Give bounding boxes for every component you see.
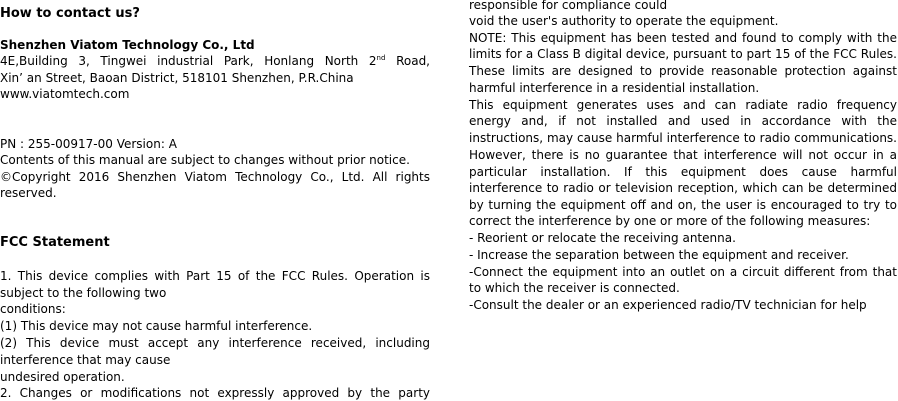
measure-3-line-1: -Connect the equipment into an outlet on a circuit different from that <box>469 265 897 279</box>
condition-2-line-2: interference that may cause <box>0 353 171 367</box>
copyright-line-2: reserved. <box>0 186 57 200</box>
right-line-14: correct the interference by one or more of the following measures: <box>469 214 871 228</box>
condition-2-line-3: undesired operation. <box>0 370 125 384</box>
company-name: Shenzhen Viatom Technology Co., Ltd <box>0 38 255 52</box>
statement-1-line-1: 1. This device complies with Part 15 of the FCC Rules. Operation is <box>0 269 430 283</box>
statement-1-line-2: subject to the following two <box>0 286 167 300</box>
right-line-1: responsible for compliance could <box>469 0 668 12</box>
change-notice: Contents of this manual are subject to changes without prior notice. <box>0 153 410 167</box>
right-line-8: energy and, if not installed and used in accordance with the <box>469 114 897 128</box>
right-line-10: However, there is no guarantee that interference will not occur in a <box>469 148 897 162</box>
statement-2-line-1: 2. Changes or modifications not expressly approved by the party <box>0 386 430 400</box>
right-line-6: harmful interference in a residential installation. <box>469 81 760 95</box>
right-line-11: particular installation. If this equipment does cause harmful <box>469 165 897 179</box>
fcc-heading: FCC Statement <box>0 235 110 250</box>
address-part-b: Road, <box>385 54 430 68</box>
right-line-7: This equipment generates uses and can radiate radio frequency <box>469 98 897 112</box>
right-line-3: NOTE: This equipment has been tested and found to comply with the <box>469 31 897 45</box>
part-number: PN : 255-00917-00 Version: A <box>0 137 177 151</box>
measure-1: - Reorient or relocate the receiving antenna. <box>469 231 736 245</box>
address-line-2: Xin’ an Street, Baoan District, 518101 Shenzhen, P.R.China <box>0 71 354 85</box>
website-link[interactable]: www.viatomtech.com <box>0 87 130 101</box>
measure-4: -Consult the dealer or an experienced radio/TV technician for help <box>469 298 867 312</box>
right-line-9: instructions, may cause harmful interference to radio communications. <box>469 131 897 145</box>
right-line-12: interference to radio or television reception, which can be determined <box>469 181 897 195</box>
contact-heading: How to contact us? <box>0 6 140 21</box>
address-line-1 <box>0 53 430 69</box>
right-line-2: void the user's authority to operate the equipment. <box>469 14 779 28</box>
condition-1: (1) This device may not cause harmful interference. <box>0 319 313 333</box>
right-line-13: by turning the equipment off and on, the user is encouraged to try to <box>469 198 897 212</box>
copyright-line-1: ©Copyright 2016 Shenzhen Viatom Technology Co., Ltd. All rights <box>0 170 430 184</box>
condition-2-line-1: (2) This device must accept any interference received, including <box>0 336 430 350</box>
statement-1-line-3: conditions: <box>0 302 66 316</box>
measure-3-line-2: to which the receiver is connected. <box>469 281 680 295</box>
measure-2: - Increase the separation between the equipment and receiver. <box>469 248 849 262</box>
right-line-5: These limits are designed to provide reasonable protection against <box>469 64 897 78</box>
address-superscript: nd <box>376 54 386 62</box>
address-part-a: 4E,Building 3, Tingwei industrial Park, Honlang North 2 <box>0 54 377 68</box>
right-line-4: limits for a Class B digital device, pursuant to part 15 of the FCC Rules. <box>469 47 897 61</box>
